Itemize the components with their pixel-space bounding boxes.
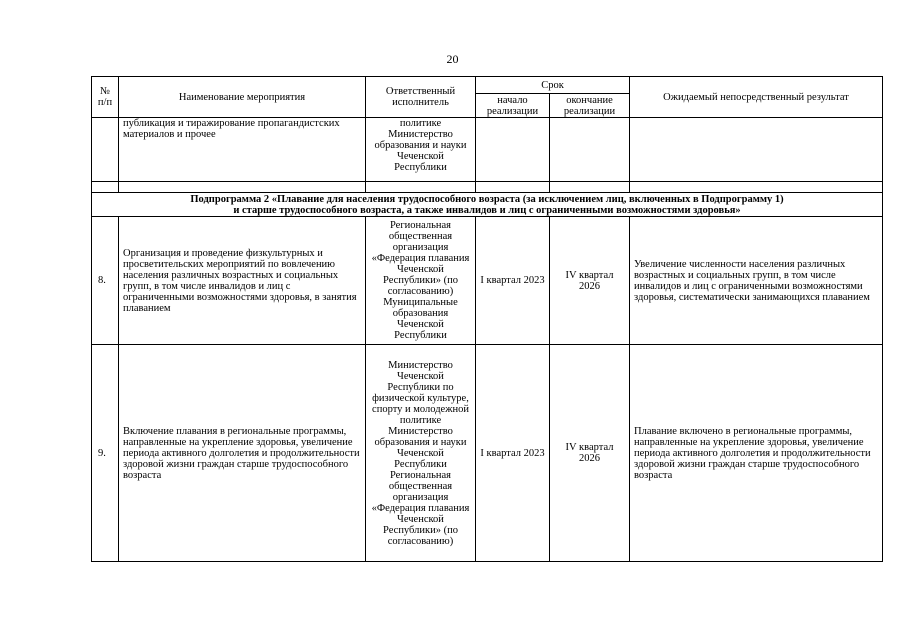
continuation-result <box>630 118 883 182</box>
spacer-row <box>92 182 883 193</box>
row-name: Включение плавания в региональные программы, направленные на укрепление здоровья, увеличение периода активного долголетия и продолжительности здоровой жизни граждан старше трудоспособного возраста <box>119 345 366 562</box>
continuation-end <box>550 118 630 182</box>
continuation-row <box>92 118 883 182</box>
header-num: № п/п <box>92 77 119 118</box>
row-executor: Региональная общественная организация «Федерация плавания Чеченской Республики» (по согласованию) Муниципальные образования Чеченской Республики <box>366 217 476 345</box>
continuation-executor: политике Министерство образования и науки Чеченской Республики <box>366 118 476 182</box>
row-start: I квартал 2023 <box>476 345 550 562</box>
header-result: Ожидаемый непосредственный результат <box>630 77 883 118</box>
subprogram-row <box>92 193 883 217</box>
subprogram-line-2: и старше трудоспособного возраста, а также инвалидов и лиц с ограниченными возможностями здоровья» <box>233 204 741 216</box>
header-row-1 <box>92 77 883 94</box>
header-start: начало реализации <box>476 94 550 118</box>
row-result: Увеличение численности населения различных возрастных и социальных групп, в том числе инвалидов и лиц с ограниченными возможностями здоровья, систематически занимающихся плаванием <box>630 217 883 345</box>
continuation-start <box>476 118 550 182</box>
row-name: Организация и проведение физкультурных и просветительских мероприятий по вовлечению населения различных возрастных и социальных групп, в том числе инвалидов и лиц с ограниченными возможностями здоровья, в занятия плаванием <box>119 217 366 345</box>
header-end: окончание реализации <box>550 94 630 118</box>
continuation-num <box>92 118 119 182</box>
table-row <box>92 217 883 345</box>
row-end: IV квартал 2026 <box>550 345 630 562</box>
header-term: Срок <box>476 77 630 94</box>
row-start: I квартал 2023 <box>476 217 550 345</box>
continuation-name: публикация и тиражирование пропагандистских материалов и прочее <box>119 118 366 182</box>
row-executor: Министерство Чеченской Республики по физической культуре, спорту и молодежной политике Министерство образования и науки Чеченской Республики Региональная общественная организация «Федерация плавания Чеченской Республики» (по согласованию) <box>366 345 476 562</box>
row-num: 8. <box>92 217 119 345</box>
header-name: Наименование мероприятия <box>119 77 366 118</box>
row-num: 9. <box>92 345 119 562</box>
row-result: Плавание включено в региональные программы, направленные на укрепление здоровья, увеличение периода активного долголетия и продолжительности здоровой жизни граждан старше трудоспособного возраста <box>630 345 883 562</box>
header-executor: Ответственный исполнитель <box>366 77 476 118</box>
subprogram-line-1: Подпрограмма 2 «Плавание для населения трудоспособного возраста (за исключением лиц, включенных в Подпрограмму 1) <box>190 193 784 205</box>
subprogram-title <box>92 193 883 217</box>
table-row <box>92 345 883 562</box>
row-end: IV квартал 2026 <box>550 217 630 345</box>
activities-table <box>91 76 883 562</box>
page-number: 20 <box>446 52 459 66</box>
